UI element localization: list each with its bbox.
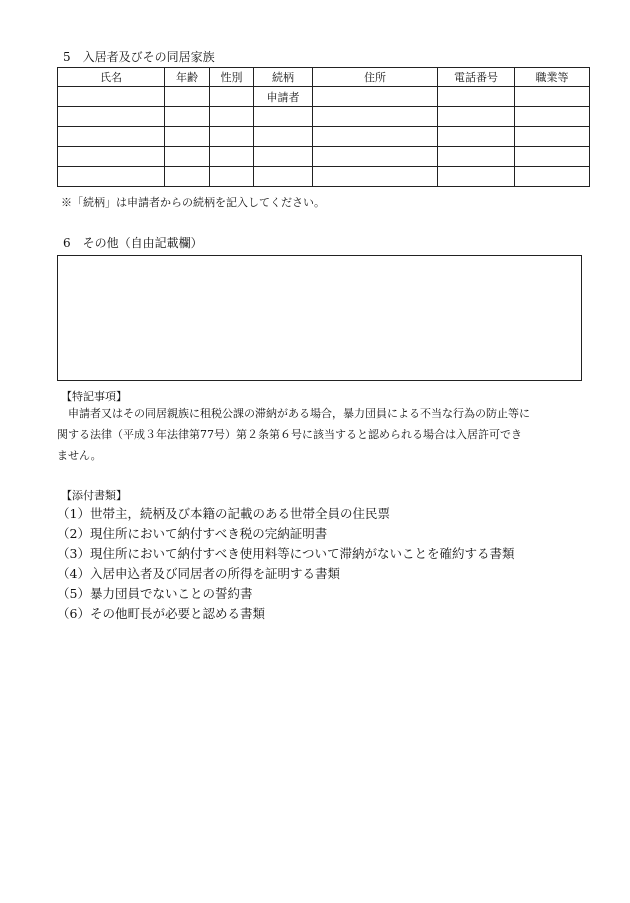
- special-notes-heading: 【特記事項】: [61, 390, 127, 403]
- cell-relation[interactable]: [254, 127, 313, 147]
- attachment-item: （4）入居申込者及び同居者の所得を証明する書類: [57, 566, 340, 581]
- cell-phone[interactable]: [438, 87, 515, 107]
- cell-address[interactable]: [313, 107, 438, 127]
- cell-relation[interactable]: [254, 147, 313, 167]
- table-row: [58, 167, 590, 187]
- col-header-phone: 電話番号: [438, 68, 515, 87]
- cell-relation[interactable]: [254, 107, 313, 127]
- cell-address[interactable]: [313, 147, 438, 167]
- col-header-relation: 続柄: [254, 68, 313, 87]
- attachments-heading: 【添付書類】: [61, 489, 127, 502]
- cell-gender[interactable]: [210, 87, 254, 107]
- cell-occupation[interactable]: [515, 147, 590, 167]
- relation-note: ※「続柄」は申請者からの続柄を記入してください。: [61, 196, 325, 209]
- table-row: [58, 87, 590, 107]
- cell-phone[interactable]: [438, 107, 515, 127]
- cell-phone[interactable]: [438, 167, 515, 187]
- cell-phone[interactable]: [438, 147, 515, 167]
- cell-age[interactable]: [165, 87, 210, 107]
- table-row: [58, 147, 590, 167]
- cell-occupation[interactable]: [515, 107, 590, 127]
- section5-title: 5 入居者及びその同居家族: [63, 50, 215, 64]
- special-notes-line: ません。: [57, 449, 102, 462]
- attachment-item: （1）世帯主，続柄及び本籍の記載のある世帯全員の住民票: [57, 506, 390, 521]
- cell-gender[interactable]: [210, 107, 254, 127]
- attachment-item: （5）暴力団員でないことの誓約書: [57, 586, 253, 601]
- cell-address[interactable]: [313, 167, 438, 187]
- cell-age[interactable]: [165, 167, 210, 187]
- table-header-row: [58, 68, 590, 87]
- cell-name[interactable]: [58, 167, 165, 187]
- cell-relation: 申請者: [254, 87, 313, 107]
- cell-gender[interactable]: [210, 127, 254, 147]
- cell-gender[interactable]: [210, 167, 254, 187]
- col-header-age: 年齢: [165, 68, 210, 87]
- family-table: [57, 67, 590, 187]
- cell-age[interactable]: [165, 127, 210, 147]
- cell-name[interactable]: [58, 107, 165, 127]
- special-notes-body: [57, 403, 597, 466]
- col-header-gender: 性別: [210, 68, 254, 87]
- cell-phone[interactable]: [438, 127, 515, 147]
- cell-address[interactable]: [313, 127, 438, 147]
- col-header-name: 氏名: [58, 68, 165, 87]
- free-text-box[interactable]: [57, 255, 582, 381]
- special-notes-line: 申請者又はその同居親族に租税公課の滞納がある場合，暴力団員による不当な行為の防止等に: [68, 407, 530, 420]
- cell-occupation[interactable]: [515, 167, 590, 187]
- cell-name[interactable]: [58, 87, 165, 107]
- attachment-item: （2）現住所において納付すべき税の完納証明書: [57, 526, 328, 541]
- cell-address[interactable]: [313, 87, 438, 107]
- cell-age[interactable]: [165, 107, 210, 127]
- table-row: [58, 107, 590, 127]
- attachments-list: [57, 504, 597, 624]
- cell-occupation[interactable]: [515, 127, 590, 147]
- col-header-address: 住所: [313, 68, 438, 87]
- attachment-item: （3）現住所において納付すべき使用料等について滞納がないことを確約する書類: [57, 546, 515, 561]
- section6-title: 6 その他（自由記載欄）: [63, 236, 203, 250]
- cell-occupation[interactable]: [515, 87, 590, 107]
- cell-relation[interactable]: [254, 167, 313, 187]
- table-row: [58, 127, 590, 147]
- col-header-occupation: 職業等: [515, 68, 590, 87]
- special-notes-line: 関する法律（平成３年法律第77号）第２条第６号に該当すると認められる場合は入居許可でき: [57, 428, 522, 441]
- cell-age[interactable]: [165, 147, 210, 167]
- cell-gender[interactable]: [210, 147, 254, 167]
- cell-name[interactable]: [58, 147, 165, 167]
- cell-name[interactable]: [58, 127, 165, 147]
- attachment-item: （6）その他町長が必要と認める書類: [57, 606, 265, 621]
